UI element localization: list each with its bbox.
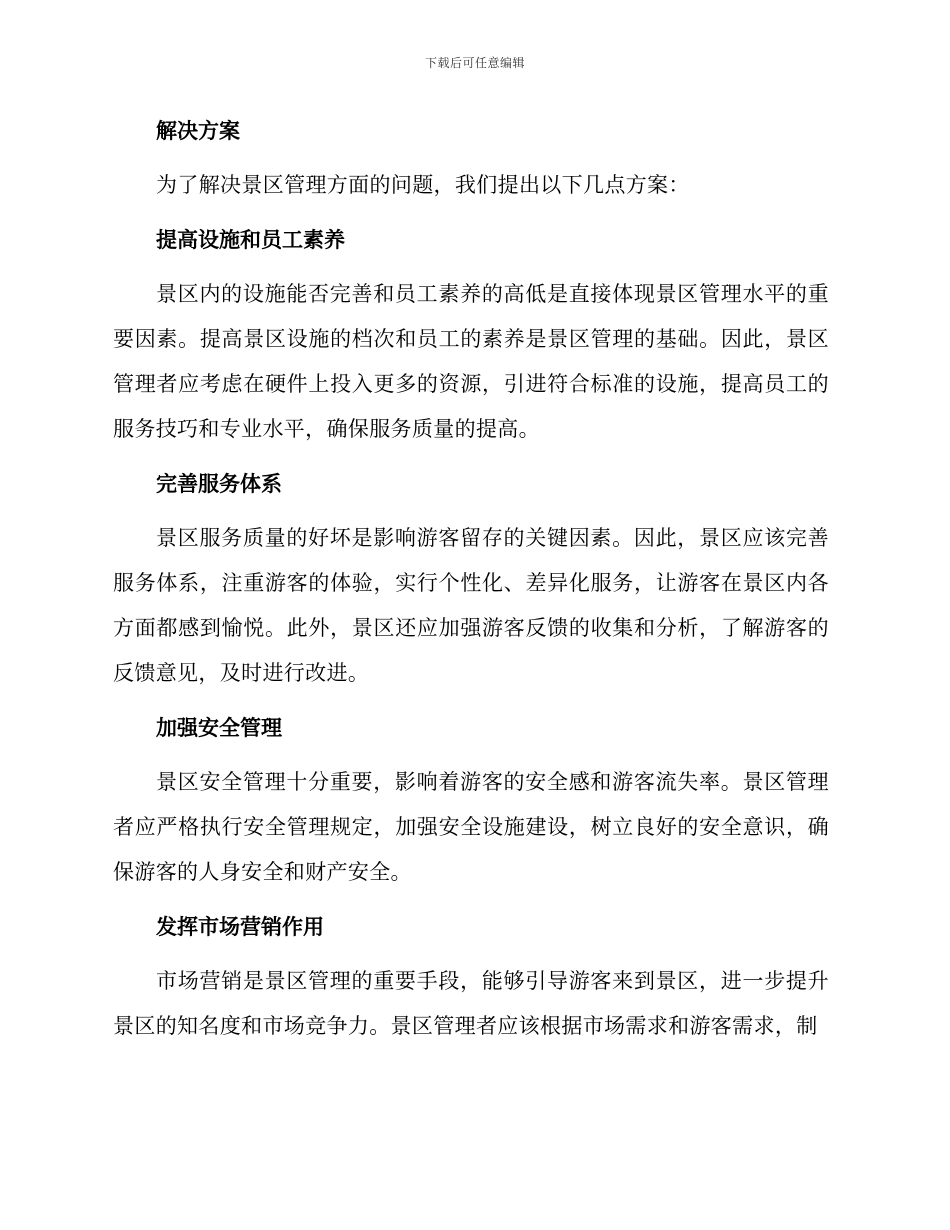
section-heading-marketing: 发挥市场营销作用 <box>156 915 324 939</box>
facilities-paragraph: 景区内的设施能否完善和员工素养的高低是直接体现景区管理水平的重要因素。提高景区设施的档次和员工的素养是景区管理的基础。因此，景区管理者应考虑在硬件上投入更多的资源，引进符合标准的设施，提高员工的服务技巧和专业水平，确保服务质量的提高。 <box>113 282 829 441</box>
intro-paragraph: 为了解决景区管理方面的问题，我们提出以下几点方案： <box>156 173 690 197</box>
section-heading-safety: 加强安全管理 <box>156 716 282 740</box>
page-header: 下载后可任意编辑 <box>424 56 525 70</box>
section-heading-facilities: 提高设施和员工素养 <box>156 228 345 252</box>
service-paragraph: 景区服务质量的好坏是影响游客留存的关键因素。因此，景区应该完善服务体系，注重游客的体验，实行个性化、差异化服务，让游客在景区内各方面都感到愉悦。此外，景区还应加强游客反馈的收集和分析，了解游客的反馈意见，及时进行改进。 <box>113 526 829 685</box>
safety-paragraph: 景区安全管理十分重要，影响着游客的安全感和游客流失率。景区管理者应严格执行安全管理规定，加强安全设施建设，树立良好的安全意识，确保游客的人身安全和财产安全。 <box>113 770 829 884</box>
section-heading-solutions: 解决方案 <box>156 119 240 143</box>
document-body <box>113 110 829 1049</box>
section-heading-service: 完善服务体系 <box>156 472 282 496</box>
marketing-paragraph: 市场营销是景区管理的重要手段，能够引导游客来到景区，进一步提升景区的知名度和市场竞争力。景区管理者应该根据市场需求和游客需求，制 <box>113 969 829 1038</box>
